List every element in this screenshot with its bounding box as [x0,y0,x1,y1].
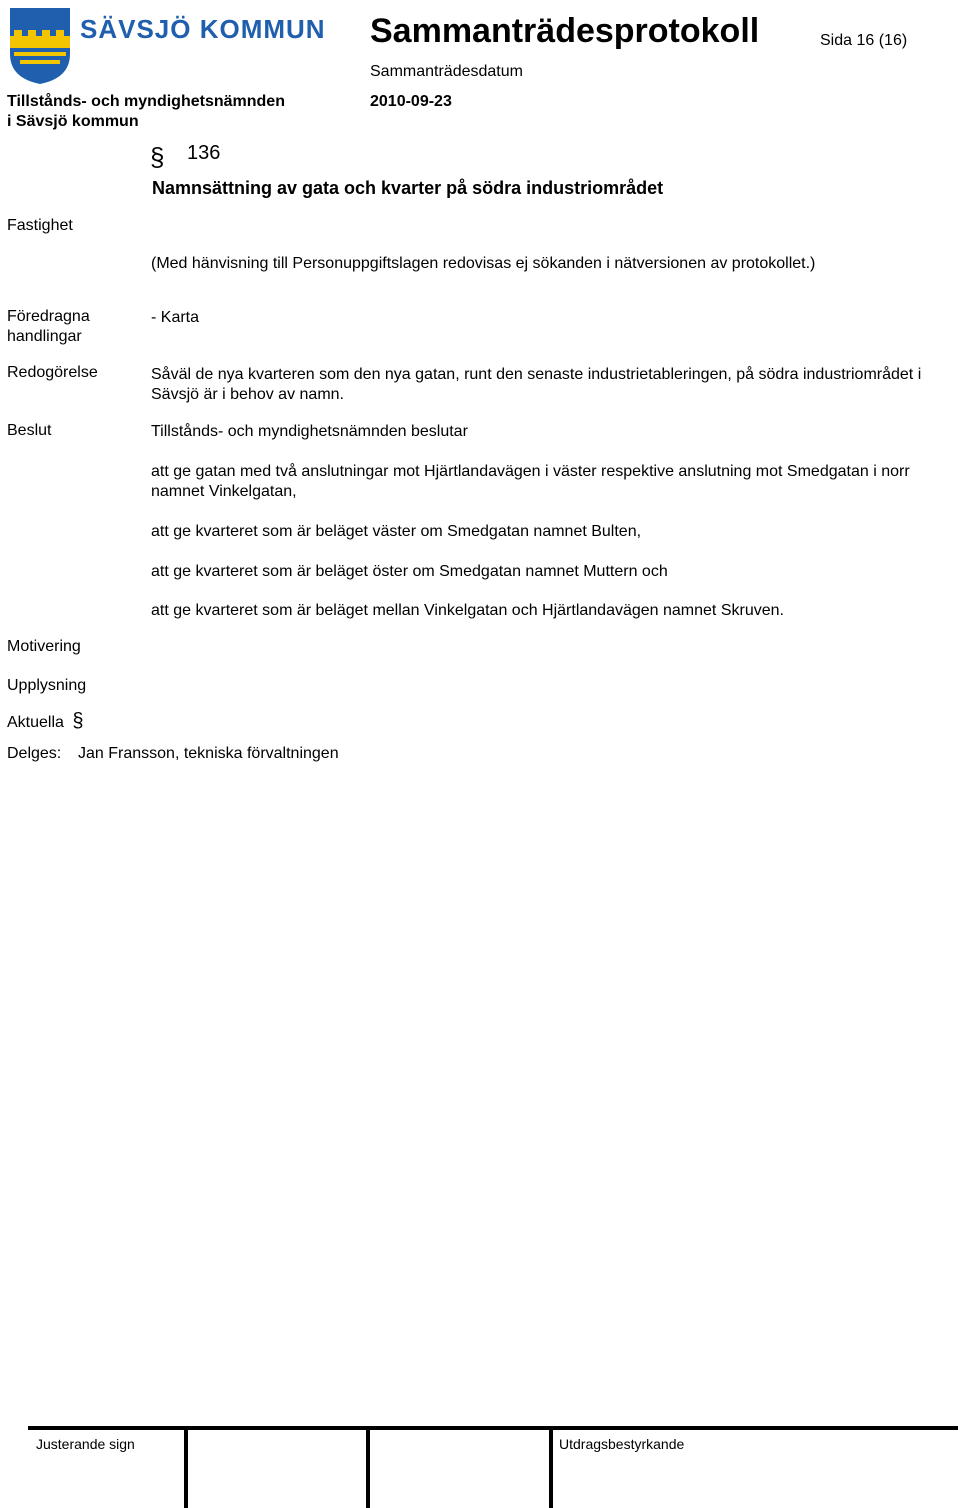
aktuella-text: Aktuella [7,714,64,731]
label-motivering: Motivering [7,638,81,655]
page-number: Sida 16 (16) [820,32,908,49]
redogorelse-text: Såväl de nya kvarteren som den nya gatan, runt den senaste industrietableringen, på södra industriområdet i Sävsjö är i behov av namn. [151,366,922,403]
label-handlingar: handlingar [7,328,82,345]
label-aktuella [7,710,84,733]
footer-divider [549,1428,553,1508]
section-number: 136 [187,142,221,164]
document-title: Sammanträdesprotokoll [370,12,760,50]
municipality-logo [8,6,326,86]
beslut-item: att ge kvarteret som är beläget öster om Smedgatan namnet Muttern och [151,563,668,580]
paragraph-icon: § [72,710,84,732]
label-redogorelse: Redogörelse [7,364,98,381]
beslut-intro: Tillstånds- och myndighetsnämnden beslutar [151,423,468,440]
label-upplysning: Upplysning [7,677,87,694]
delges-recipient: Jan Fransson, tekniska förvaltningen [78,745,339,762]
label-foredragna: Föredragna [7,308,90,325]
committee-name: Tillstånds- och myndighetsnämnden [7,93,285,110]
paragraph-icon: § [150,142,165,172]
label-fastighet: Fastighet [7,217,73,234]
footer-utdragsbestyrkande: Utdragsbestyrkande [559,1436,685,1452]
privacy-note: (Med hänvisning till Personuppgiftslagen redovisas ej sökanden i nätversionen av protokollet.) [151,255,816,272]
handlingar-item: - Karta [151,309,200,326]
meeting-date-label: Sammanträdesdatum [370,63,523,80]
label-beslut: Beslut [7,422,52,439]
municipality-name: i Sävsjö kommun [7,113,139,130]
footer-divider [184,1428,188,1508]
footer-justerande-sign: Justerande sign [36,1436,135,1452]
footer-divider [366,1428,370,1508]
footer-divider [28,1426,958,1430]
meeting-date: 2010-09-23 [370,93,452,110]
label-delges: Delges: [7,745,62,762]
section-title: Namnsättning av gata och kvarter på södra industriområdet [152,178,664,198]
beslut-item: att ge gatan med två anslutningar mot Hjärtlandavägen i väster respektive anslutning mot Smedgatan i norr namnet Vinkelgatan, [151,463,910,500]
beslut-item: att ge kvarteret som är beläget väster om Smedgatan namnet Bulten, [151,523,642,540]
beslut-item: att ge kvarteret som är beläget mellan Vinkelgatan och Hjärtlandavägen namnet Skruven. [151,602,784,619]
logo-text: SÄVSJÖ KOMMUN [80,14,326,44]
